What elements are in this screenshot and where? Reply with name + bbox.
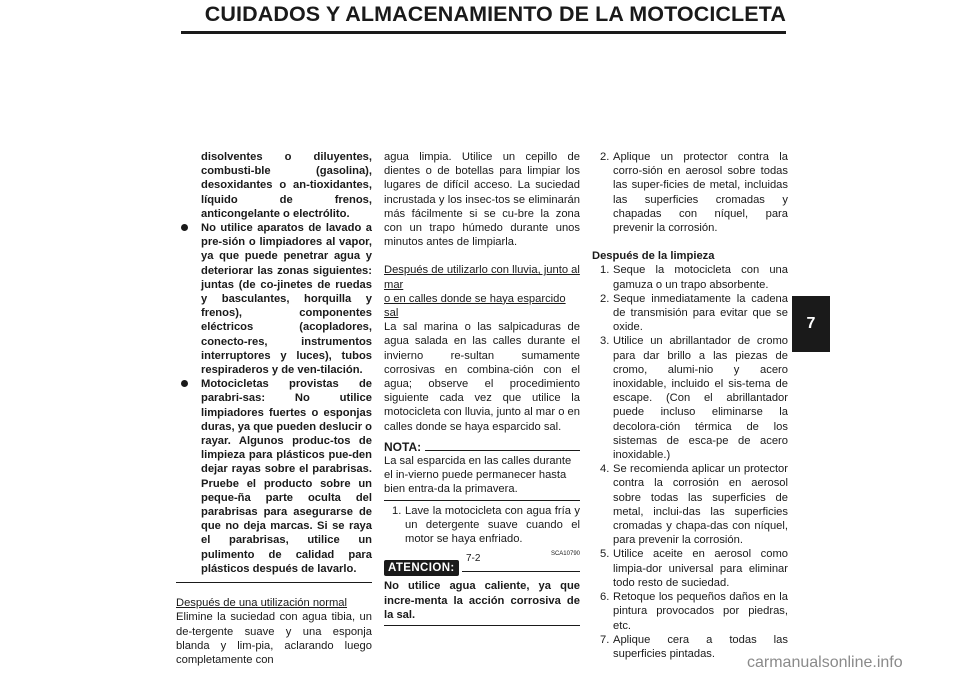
rain-text: La sal marina o las salpicaduras de agua salada en las calles durante el invierno re-sultan sumamente corrosivas en combina-ción con el agua; observe el procedimiento siguiente cada vez que utilice la motocicleta con lluvia, junto al mar o en calles donde se haya esparcido sal. [384,321,580,433]
step-number: 1. [600,264,610,277]
chapter-tab: 7 [792,296,830,352]
step-number: 6. [600,591,610,604]
bullet-icon [181,224,188,231]
section-heading-normal-use: Después de una utilización normal [176,597,348,610]
page-number: 7-2 [466,553,481,564]
list-item [592,334,788,462]
list-item [592,590,788,633]
step-number: 1. [392,504,402,517]
column-2 [384,150,580,626]
step-text: Seque la motocicleta con una gamuza o un trapo absorbente. [613,264,788,291]
step-text: Seque inmediatamente la cadena de transmisión para evitar que se oxide. [613,292,788,334]
step-number: 3. [600,335,610,348]
step-text: Retoque los pequeños daños en la pintura provocados por piedras, etc. [613,591,788,632]
step-item [384,504,580,547]
nota-line [425,450,580,451]
bullet-item [176,377,372,576]
bullet-text: No utilice aparatos de lavado a pre-sión o limpiadores al vapor, ya que puede penetrar agua y deteriorar las zonas siguientes: juntas (de co-jinetes de ruedas y basculantes, horquilla y frenos), componentes eléctricos (acopladores, conecto-res, instrumentos interruptores y luces), tubos respiraderos y de ven-tilación. [201,222,372,377]
list-item [592,547,788,590]
step-text: Aplique cera a todas las superficies pintadas. [613,633,788,660]
bullet-text: Motocicletas provistas de parabri-sas: No utilice limpiadores fuertes o esponjas duras, ya que pueden deslucir o rayar. Algunos produc-tos de limpieza para plásticos pue-den dejar rayas sobre el parabrisas. Pruebe el producto sobre un peque-ña parte oculta del parabrisas para asegurarse de que no deja marcas. Si se raya el parabrisas, utilice un pulimento de calidad para plásticos después de lavarlo. [201,378,372,575]
nota-label: NOTA: [384,439,422,454]
atencion-end-rule [384,625,580,626]
step-text: Se recomienda aplicar un protector contra la corrosión en aerosol sobre todas las superficies de metal, inclui-das las superficies cromadas y chapa-das con níquel, para prevenir la corrosión. [613,463,788,547]
atencion-badge: ATENCION: [384,560,459,576]
title-rule [181,31,786,34]
bullet-icon [181,380,188,387]
step-number: 5. [600,548,610,561]
nota-text: La sal esparcida en las calles durante el in-vierno puede permanecer hasta bien entra-da la primavera. [384,455,572,496]
step-text: Utilice aceite en aerosol como limpia-dor universal para eliminar todo resto de suciedad. [613,548,788,589]
warning-end-rule [176,582,372,583]
column-3 [592,150,788,661]
step-text: Utilice un abrillantador de cromo para dar brillo a las piezas de cromo, alumi-nio y acero inoxidable, incluido el sis-tema de escape. (Con el abrillantador puede incluso eliminarse la decolora-ción térmica de los sistemas de esca-pe de acero inoxidable.) [613,335,788,462]
section-heading-rain-1: Después de utilizarlo con lluvia, junto al mar [384,264,580,291]
step-number: 4. [600,463,610,476]
atencion-text: No utilice agua caliente, ya que incre-menta la acción corrosiva de la sal. [384,580,580,621]
watermark: carmanualsonline.info [747,654,903,671]
warning-code: SCA10790 [550,551,580,558]
section-text-normal-use: Elimine la suciedad con agua tibia, un de-tergente suave y una esponja blanda y lim-pia, aclarando luego completamente con [176,611,372,666]
step-item [592,150,788,235]
atencion-header [384,560,580,576]
continued-warning-text: disolventes o diluyentes, combusti-ble (gasolina), desoxidantes o an-tioxidantes, líquido de frenos, anticongelante o electrólito. [201,151,372,220]
step-number: 2. [600,292,610,305]
list-item [592,263,788,291]
nota-end-rule [384,500,580,501]
section-heading-rain-2: o en calles donde se haya esparcido sal [384,292,566,320]
page-title: CUIDADOS Y ALMACENAMIENTO DE LA MOTOCICLETA [204,2,786,26]
step-text: Aplique un protector contra la corro-sión en aerosol sobre todas las super-ficies de metal, incluidas las superficies cromadas y chapadas con níquel, para prevenir la corrosión. [613,151,788,235]
section-heading-after-cleaning: Después de la limpieza [592,250,715,263]
atencion-line [462,571,580,572]
nota-header [384,440,580,454]
column-1 [176,150,372,667]
rinse-text: agua limpia. Utilice un cepillo de dientes o de botellas para limpiar los lugares de difícil acceso. La suciedad incrustada y los insec-tos se eliminarán más fácilmente si se cu-bre la zona con un trapo húmedo durante unos minutos antes de limpiarla. [384,151,580,249]
list-item [592,292,788,335]
bullet-item [176,221,372,377]
step-text: Lave la motocicleta con agua fría y un detergente suave cuando el motor se haya enfriado. [405,504,580,546]
step-number: 7. [600,633,610,646]
list-item [592,462,788,547]
step-number: 2. [600,151,610,163]
